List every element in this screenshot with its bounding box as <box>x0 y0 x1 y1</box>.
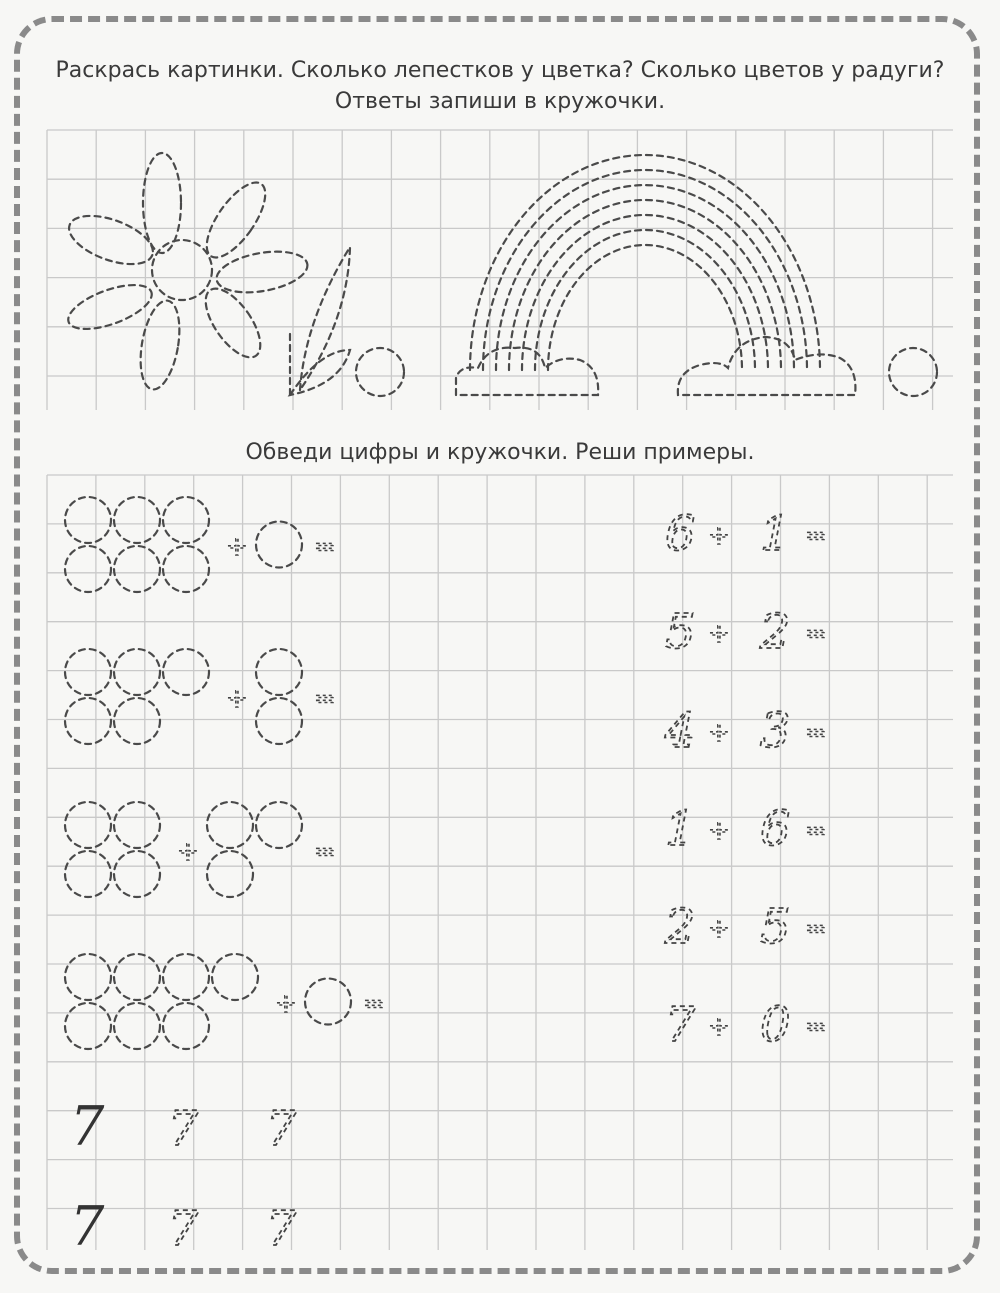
equation <box>665 801 827 857</box>
plus-sign: + <box>275 989 297 1019</box>
tracing-sevens <box>70 1095 297 1258</box>
equals-sign: = <box>805 1012 827 1042</box>
circle-problems <box>65 497 385 1049</box>
equals-sign: = <box>314 837 336 867</box>
grid-top <box>47 130 953 410</box>
count-circle[interactable] <box>256 802 302 848</box>
equals-sign: = <box>805 521 827 551</box>
count-circle[interactable] <box>163 1003 209 1049</box>
count-circle[interactable] <box>163 546 209 592</box>
circle-problem <box>65 954 385 1049</box>
equation-operand[interactable]: 5 <box>760 899 791 955</box>
equals-sign: = <box>314 532 336 562</box>
equation <box>665 997 827 1053</box>
equation-operand[interactable]: 2 <box>760 604 791 660</box>
sample-digit: 7 <box>70 1095 105 1158</box>
equation-operand[interactable]: 2 <box>665 899 696 955</box>
equals-sign: = <box>805 718 827 748</box>
equals-sign: = <box>805 816 827 846</box>
petal <box>143 153 181 253</box>
flower-drawing[interactable] <box>63 153 350 395</box>
rainbow-arc <box>535 230 755 370</box>
count-circle[interactable] <box>207 851 253 897</box>
plus-sign: + <box>708 914 730 944</box>
trace-digit[interactable]: 7 <box>266 1201 297 1257</box>
circle-problem <box>65 802 336 897</box>
equations <box>664 506 827 1053</box>
count-circle[interactable] <box>163 649 209 695</box>
equation-operand[interactable]: 6 <box>665 506 696 562</box>
equation-operand[interactable]: 4 <box>665 703 696 759</box>
trace-digit[interactable]: 7 <box>168 1101 199 1157</box>
count-circle[interactable] <box>65 851 111 897</box>
plus-sign: + <box>226 532 248 562</box>
count-circle[interactable] <box>65 698 111 744</box>
count-circle[interactable] <box>256 649 302 695</box>
flower-petals <box>63 153 311 392</box>
petal <box>195 280 270 366</box>
count-circle[interactable] <box>65 1003 111 1049</box>
equation-operand[interactable]: 1 <box>760 506 791 562</box>
equation-operand[interactable]: 1 <box>665 801 696 857</box>
count-circle[interactable] <box>65 497 111 543</box>
equation-operand[interactable]: 0 <box>760 997 791 1053</box>
plus-sign: + <box>708 619 730 649</box>
count-circle[interactable] <box>114 546 160 592</box>
equation-operand[interactable]: 7 <box>665 997 696 1053</box>
plus-sign: + <box>708 1012 730 1042</box>
count-circle[interactable] <box>114 649 160 695</box>
equation <box>665 604 827 660</box>
trace-digit[interactable]: 7 <box>266 1101 297 1157</box>
plus-sign: + <box>226 684 248 714</box>
rainbow-arc <box>548 245 742 370</box>
equation <box>665 506 827 562</box>
count-circle[interactable] <box>212 954 258 1000</box>
count-circle[interactable] <box>256 522 302 568</box>
count-circle[interactable] <box>114 851 160 897</box>
trace-digit[interactable]: 7 <box>168 1201 199 1257</box>
petal <box>134 298 185 393</box>
instruction-top-line2: Ответы запиши в кружочки. <box>334 89 666 114</box>
equation <box>664 703 827 759</box>
sample-digit: 7 <box>70 1195 105 1258</box>
answer-circle-colors[interactable] <box>889 348 937 396</box>
count-circle[interactable] <box>207 802 253 848</box>
answer-circle-petals[interactable] <box>356 348 404 396</box>
count-circle[interactable] <box>114 954 160 1000</box>
equation-operand[interactable]: 5 <box>665 604 696 660</box>
plus-sign: + <box>708 521 730 551</box>
count-circle[interactable] <box>114 1003 160 1049</box>
equals-sign: = <box>363 989 385 1019</box>
instruction-bottom: Обведи цифры и кружочки. Реши примеры. <box>245 440 755 465</box>
plus-sign: + <box>177 837 199 867</box>
count-circle[interactable] <box>305 979 351 1025</box>
count-circle[interactable] <box>114 802 160 848</box>
equation-operand[interactable]: 6 <box>760 801 791 857</box>
equation <box>664 899 827 955</box>
instruction-top-line1: Раскрась картинки. Сколько лепестков у цветка? Сколько цветов у радуги? <box>55 58 945 83</box>
petal <box>63 276 157 338</box>
count-circle[interactable] <box>163 497 209 543</box>
count-circle[interactable] <box>65 649 111 695</box>
cloud-left <box>456 348 598 395</box>
count-circle[interactable] <box>65 954 111 1000</box>
equals-sign: = <box>805 914 827 944</box>
count-circle[interactable] <box>114 497 160 543</box>
plus-sign: + <box>708 816 730 846</box>
flower-center <box>152 240 212 300</box>
count-circle[interactable] <box>114 698 160 744</box>
count-circle[interactable] <box>256 698 302 744</box>
equation-operand[interactable]: 3 <box>760 703 791 759</box>
plus-sign: + <box>708 718 730 748</box>
count-circle[interactable] <box>163 954 209 1000</box>
rainbow-drawing[interactable] <box>456 155 855 395</box>
count-circle[interactable] <box>65 802 111 848</box>
equals-sign: = <box>805 619 827 649</box>
equals-sign: = <box>314 684 336 714</box>
count-circle[interactable] <box>65 546 111 592</box>
circle-problem <box>65 649 336 744</box>
circle-problem <box>65 497 336 592</box>
